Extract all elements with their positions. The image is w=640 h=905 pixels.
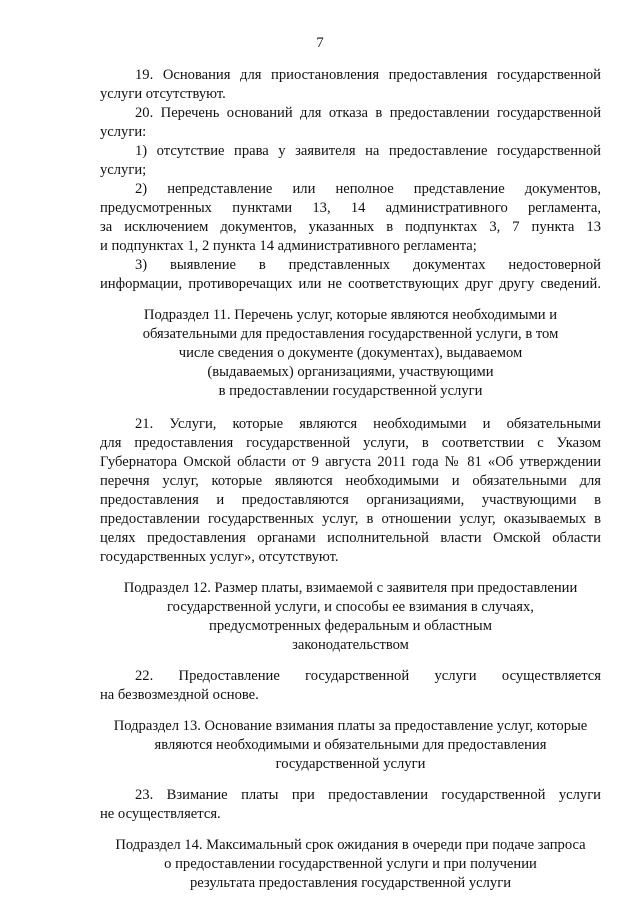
item-20-line: предусмотренных пунктами 13, 14 административного регламента, <box>100 200 601 216</box>
subsection-11-heading: числе сведения о документе (документах), выдаваемом <box>178 345 523 361</box>
subsection-13-heading: государственной услуги <box>275 756 426 772</box>
item-20-line: 1) отсутствие права у заявителя на предоставление государственной <box>135 143 601 159</box>
item-20-line: и подпунктах 1, 2 пункта 14 административного регламента; <box>100 238 477 254</box>
item-21-line: для предоставления государственной услуги, в соответствии с Указом <box>100 435 601 451</box>
item-22-line: на безвозмездной основе. <box>100 687 259 703</box>
subsection-12-heading: государственной услуги, и способы ее взимания в случаях, <box>167 599 534 615</box>
page-number: 7 <box>316 35 324 51</box>
subsection-11-heading: (выдаваемых) организациями, участвующими <box>207 364 494 380</box>
item-20-line: услуги: <box>100 124 147 140</box>
item-21-line: Губернатора Омской области от 9 августа 2011 года № 81 «Об утверждении <box>100 454 601 470</box>
item-21-line: предоставлении государственных услуг, в отношении услуг, оказываемых в <box>100 511 601 527</box>
subsection-13-heading: являются необходимыми и обязательными для предоставления <box>154 737 547 753</box>
subsection-11-heading: обязательными для предоставления государственной услуги, в том <box>142 326 559 342</box>
subsection-12-heading: законодательством <box>292 637 409 653</box>
subsection-14-heading: результата предоставления государственной услуги <box>189 875 512 891</box>
subsection-13-heading: Подраздел 13. Основание взимания платы за предоставление услуг, которые <box>113 718 588 734</box>
item-21-line: государственных услуг», отсутствуют. <box>100 549 339 565</box>
item-21-line: 21. Услуги, которые являются необходимыми и обязательными <box>135 416 601 432</box>
item-21-line: перечня услуг, которые являются необходимыми и обязательными для <box>100 473 601 489</box>
item-22-line: 22. Предоставление государственной услуги осуществляется <box>135 668 601 684</box>
item-20-line: 2) непредставление или неполное представление документов, <box>135 181 601 197</box>
subsection-12-heading: предусмотренных федеральным и областным <box>209 618 492 634</box>
item-19-line: 19. Основания для приостановления предоставления государственной <box>135 67 601 83</box>
subsection-12-heading: Подраздел 12. Размер платы, взимаемой с заявителя при предоставлении <box>123 580 578 596</box>
item-20-line: услуги; <box>100 162 147 178</box>
subsection-14-heading: о предоставлении государственной услуги и при получении <box>164 856 537 872</box>
item-20-line: 3) выявление в представленных документах недостоверной <box>135 257 601 273</box>
item-21-line: предоставления и предоставляются организациями, участвующими в <box>100 492 601 508</box>
item-23-line: 23. Взимание платы при предоставлении государственной услуги <box>135 787 601 803</box>
item-21-line: целях предоставления органами исполнительной власти Омской области <box>100 530 601 546</box>
subsection-11-heading: Подраздел 11. Перечень услуг, которые являются необходимыми и <box>143 307 558 323</box>
item-20-line: 20. Перечень оснований для отказа в предоставлении государственной <box>135 105 601 121</box>
item-19-line: услуги отсутствуют. <box>100 86 226 102</box>
subsection-14-heading: Подраздел 14. Максимальный срок ожидания в очереди при подаче запроса <box>115 837 586 853</box>
subsection-11-heading: в предоставлении государственной услуги <box>218 383 483 399</box>
item-20-line: информации, противоречащих или не соответствующих друг другу сведений. <box>100 276 601 292</box>
item-23-line: не осуществляется. <box>100 806 221 822</box>
item-20-line: за исключением документов, указанных в подпунктах 3, 7 пункта 13 <box>100 219 601 235</box>
